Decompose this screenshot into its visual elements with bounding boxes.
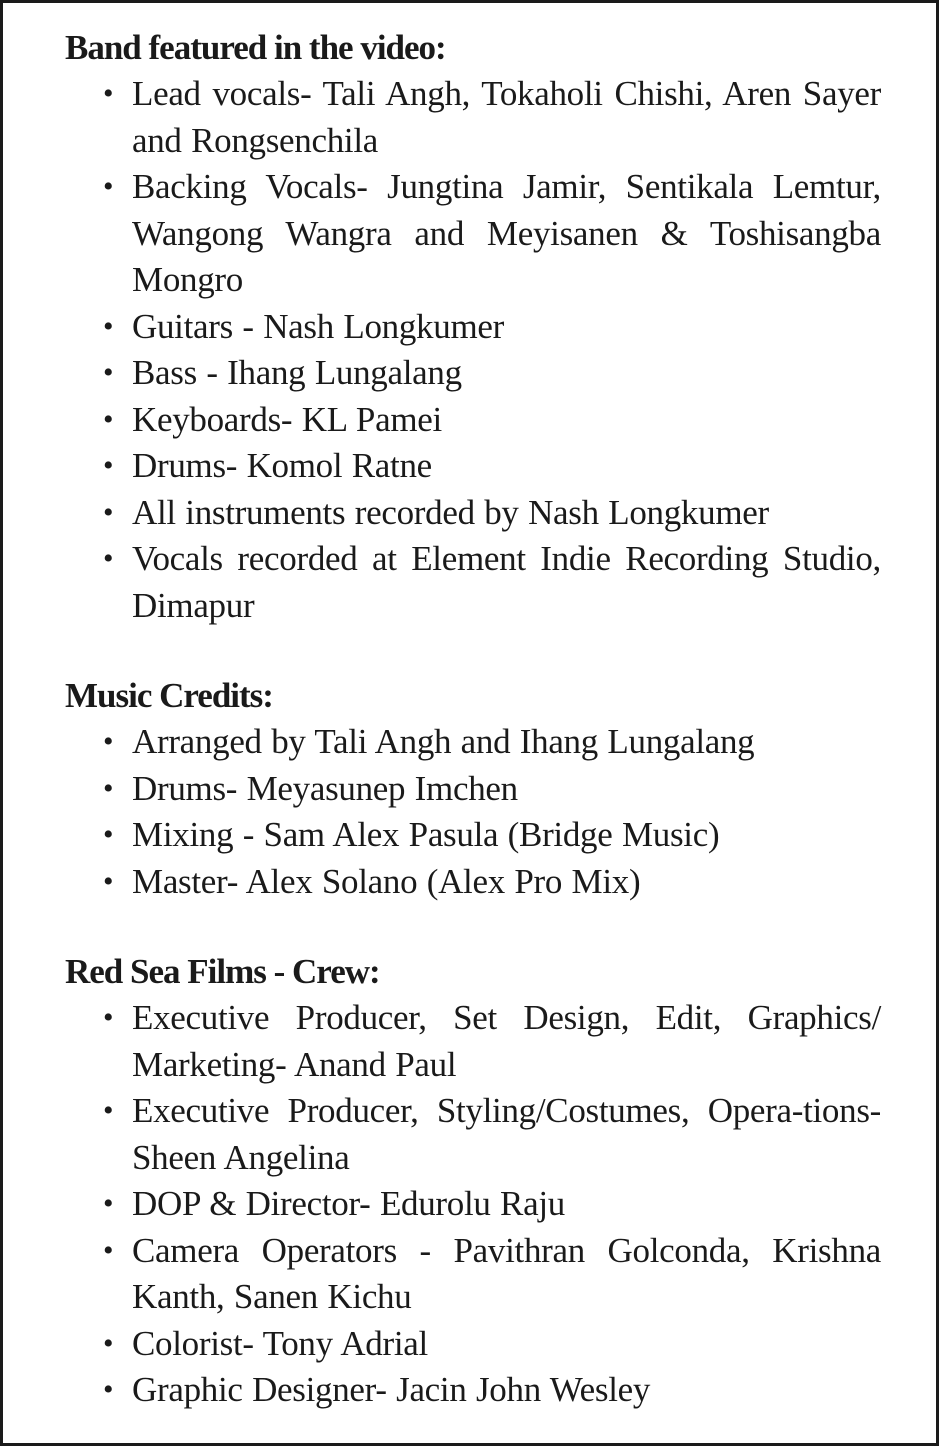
list-item: • Camera Operators - Pavithran Golconda, Krishna Kanth, Sanen Kichu [65,1228,881,1321]
list-item: • Executive Producer, Styling/Costumes, Opera-tions- Sheen Angelina [65,1088,881,1181]
list-item: • Guitars - Nash Longkumer [65,304,881,351]
crew-list [65,995,881,1414]
section-band [65,25,881,629]
section-title-crew: Red Sea Films - Crew: [65,952,380,991]
section-crew [65,949,881,1414]
section-music-credits [65,673,881,905]
list-item: • Lead vocals- Tali Angh, Tokaholi Chishi, Aren Sayer and Rongsenchila [65,71,881,164]
music-credits-list [65,719,881,905]
list-item: • Backing Vocals- Jungtina Jamir, Sentikala Lemtur, Wangong Wangra and Meyisanen & Toshisangba Mongro [65,164,881,304]
list-item: • Executive Producer, Set Design, Edit, Graphics/ Marketing- Anand Paul [65,995,881,1088]
list-item: • Vocals recorded at Element Indie Recording Studio, Dimapur [65,536,881,629]
list-item: • All instruments recorded by Nash Longkumer [65,490,881,537]
list-item: • Bass - Ihang Lungalang [65,350,881,397]
list-item: • Graphic Designer- Jacin John Wesley [65,1367,881,1414]
list-item: • Keyboards- KL Pamei [65,397,881,444]
list-item: • Drums- Komol Ratne [65,443,881,490]
section-title-band: Band featured in the video: [65,28,446,67]
list-item: • DOP & Director- Edurolu Raju [65,1181,881,1228]
list-item: • Mixing - Sam Alex Pasula (Bridge Music) [65,812,881,859]
section-title-music-credits: Music Credits: [65,676,273,715]
band-list [65,71,881,629]
list-item: • Arranged by Tali Angh and Ihang Lungalang [65,719,881,766]
credits-content [65,25,881,1446]
list-item: • Colorist- Tony Adrial [65,1321,881,1368]
list-item: • Drums- Meyasunep Imchen [65,766,881,813]
list-item: • Master- Alex Solano (Alex Pro Mix) [65,859,881,906]
